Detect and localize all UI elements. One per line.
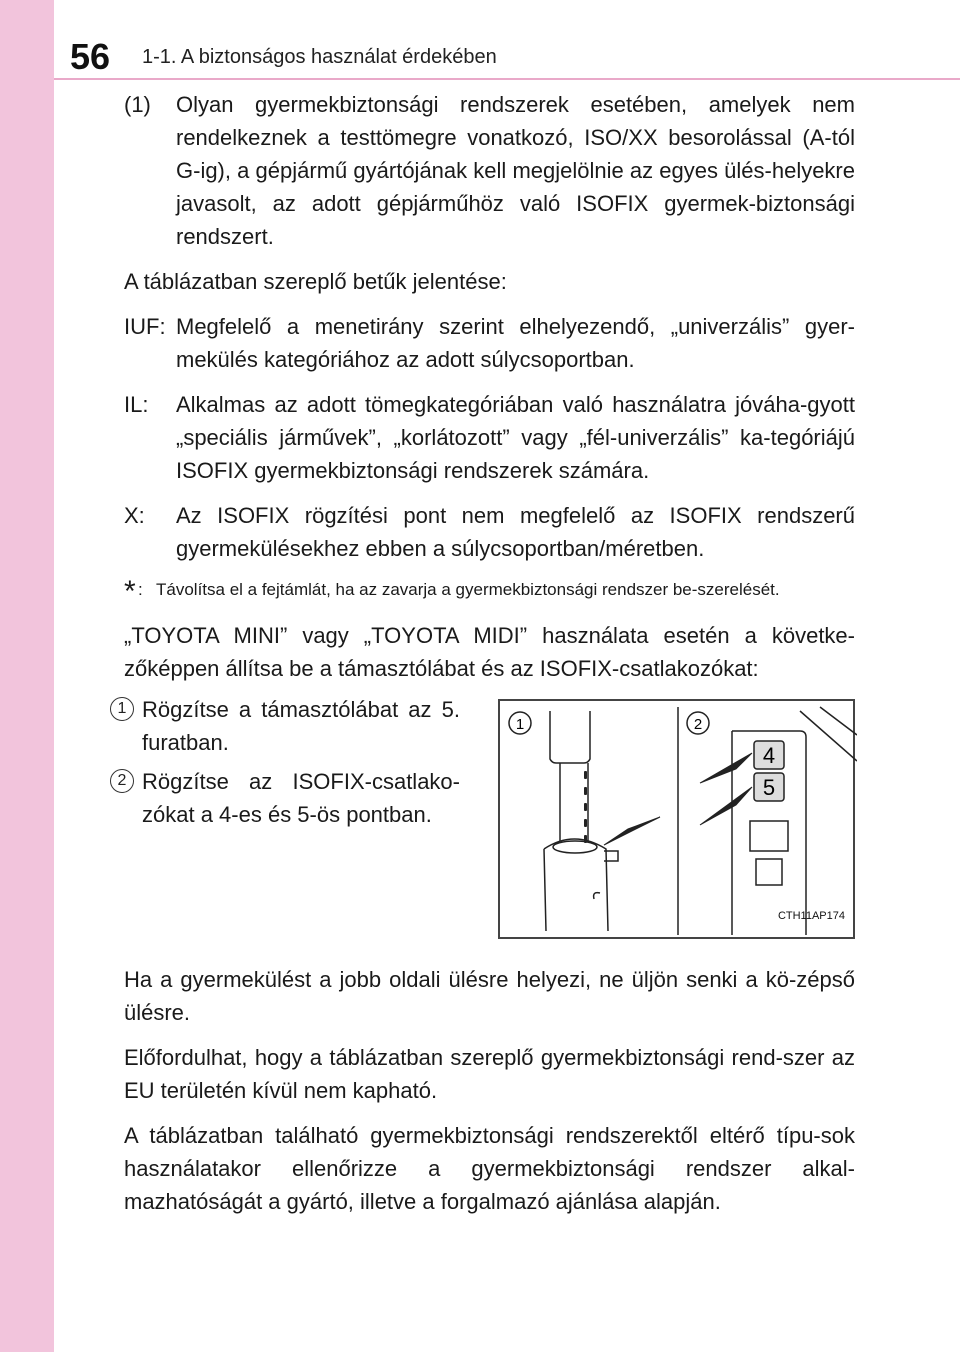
legend-text: Az ISOFIX rögzítési pont nem megfelelő az ISOFIX rendszerű gyermekülésekhez ebben a súlycsoportban/méretben. — [176, 503, 855, 561]
step-text: Rögzítse a támasztólábat az 5. furatban. — [142, 697, 460, 755]
legend-text: Alkalmas az adott tömegkategóriában való használatra jóváha-gyott „speciális járművek”, „korlátozott” vagy „fél-univerzális” ka-tegóriájú ISOFIX gyermekbiztonsági rendszerek számára. — [176, 392, 855, 483]
note-label: (1) — [124, 92, 151, 117]
callout-1-label: 1 — [515, 716, 525, 733]
figure-code: CTH11AP174 — [777, 910, 845, 922]
note-text: Olyan gyermekbiztonsági rendszerek esetében, amelyek nem rendelkeznek a testtömegre vonatkozó, ISO/XX besorolással (A-tól G-ig), a gépjármű gyártójának kell megjelölnie az egyes ülés-helyekre javasolt, az adott gépjárműhöz való ISOFIX gyermek-biztonsági rendszert. — [176, 92, 855, 249]
marker-5-label: 5 — [762, 775, 776, 800]
arrow-marker-4 — [700, 753, 752, 783]
legend-intro: A táblázatban szereplő betűk jelentése: — [124, 269, 507, 294]
legend-item-iuf — [124, 310, 855, 376]
seat-edge — [800, 707, 857, 761]
paragraph-seat-position: Ha a gyermekülést a jobb oldali ülésre helyezi, ne üljön senki a kö-zépső ülésre. — [124, 967, 855, 1025]
legend-label: IL: — [124, 392, 149, 417]
step-number-badge: 1 — [110, 697, 134, 721]
legend-label: X: — [124, 503, 145, 528]
page-content — [117, 88, 855, 1218]
leg-top — [550, 711, 590, 763]
step-1 — [110, 693, 460, 759]
leg-holes — [584, 771, 587, 843]
side-tab-bar — [0, 0, 54, 1352]
page-number: 56 — [70, 36, 111, 77]
footnote-asterisk: * — [124, 575, 136, 608]
callout-2-label: 2 — [693, 716, 703, 733]
arrow-leg — [604, 817, 660, 845]
steps-area — [117, 693, 855, 951]
legend-label: IUF: — [124, 314, 166, 339]
marker-4-label: 4 — [762, 743, 776, 768]
numbered-note — [124, 88, 855, 253]
footnote — [124, 577, 855, 607]
legend-item-x — [124, 499, 855, 565]
step-2 — [110, 765, 460, 831]
step-text: Rögzítse az ISOFIX-csatlako-zókat a 4-es és 5-ös pontban. — [142, 769, 460, 827]
page-header — [54, 28, 960, 80]
section-title: 1-1. A biztonságos használat érdekében — [142, 46, 497, 68]
leg-collar — [553, 841, 597, 853]
legend-text: Megfelelő a menetirány szerint elhelyezendő, „univerzális” gyer-mekülés kategóriához az adott súlycsoportban. — [176, 314, 855, 372]
leg-detail — [594, 893, 600, 899]
step-number-badge: 2 — [110, 769, 134, 793]
footnote-text: Távolítsa el a fejtámlát, ha az zavarja a gyermekbiztonsági rendszer be-szerelését. — [156, 580, 780, 599]
anchor-slots — [750, 821, 788, 885]
footnote-colon: : — [138, 580, 143, 599]
intro-paragraph: „TOYOTA MINI” vagy „TOYOTA MIDI” használata esetén a követke-zőképpen állítsa be a támasztólábat és az ISOFIX-csatlakozókat: — [124, 623, 855, 681]
isofix-illustration — [498, 699, 855, 939]
paragraph-availability: Előfordulhat, hogy a táblázatban szereplő gyermekbiztonsági rend-szer az EU területén kívül nem kapható. — [124, 1045, 855, 1103]
arrow-marker-5 — [700, 787, 752, 825]
legend-item-il — [124, 388, 855, 487]
paragraph-other-types: A táblázatban található gyermekbiztonsági rendszerektől eltérő típu-sok használatakor ellenőrizze a gyermekbiztonsági rendszer alkal-mazhatóságát a gyártó, illetve a forgalmazó ajánlása alapján. — [124, 1123, 855, 1214]
